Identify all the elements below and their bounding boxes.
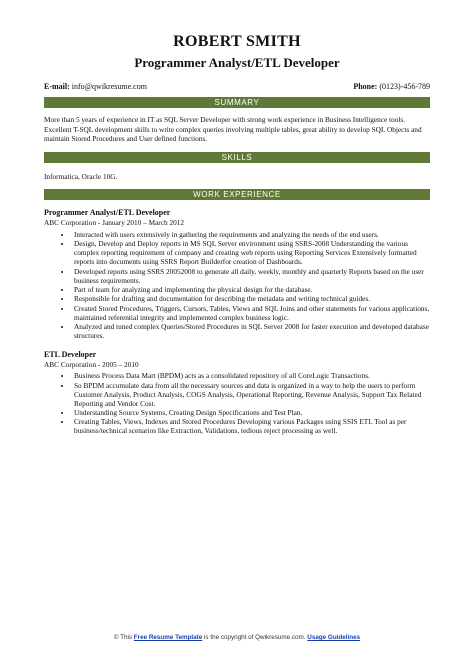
job-bullets <box>44 231 430 341</box>
job-bullet: • So BPDM accumulate data from all the necessary sources and data is organized in a way to help the users to perform Customer Analysis, Product Analysis, COGS Analysis, Operational Reporting, Revenue Analysis, Support Tax Related Reporting and Vendor Cost. <box>72 382 430 409</box>
phone-block <box>353 82 430 92</box>
job-bullet: • Analyzed and tuned complex Queries/Stored Procedures in SQL Server 2008 for faster execution and developed database structures. <box>72 323 430 341</box>
phone-value: (0123)-456-789 <box>379 82 430 91</box>
job-title: ETL Developer <box>44 349 97 359</box>
email-block <box>44 82 147 92</box>
job-meta: ABC Corporation - 2005 – 2010 <box>44 359 139 369</box>
free-resume-template-link[interactable]: Free Resume Template <box>133 634 203 641</box>
footer <box>0 634 474 641</box>
usage-guidelines-link[interactable]: Usage Guidelines <box>307 634 361 641</box>
job-bullets <box>44 372 430 436</box>
job-bullet: • Business Process Data Mart (BPDM) acts as a consolidated repository of all CoreLogic Transactions. <box>72 372 430 381</box>
job-bullet: • Developed reports using SSRS 20052008 to generate all daily, weekly, monthly and quarterly Reports based on the user business requirements. <box>72 268 430 286</box>
experience-heading: WORK EXPERIENCE <box>44 189 430 200</box>
job-title: Programmer Analyst/ETL Developer <box>44 208 171 218</box>
footer-middle-text: is the copyright of Qwikresume.com. <box>204 634 306 641</box>
summary-text: More than 5 years of experience in IT as SQL Server Developer with strong work experience in Business Intelligence tools. Excellent T-SQL development skills to write complex queries involving multiple tables, great ability to develop SQL Objects and maintain Stored Procedures and User defined functions. <box>44 115 422 144</box>
email-label: E-mail: <box>44 82 70 91</box>
job-bullet: • Interacted with users extensively in gathering the requirements and analyzing the needs of the end users. <box>72 231 430 240</box>
contact-line <box>44 82 430 92</box>
job-bullet: • Design, Develop and Deploy reports in MS SQL Server environment using SSRS-2008 Understanding the various complex reporting requirement of company and creating web reports using Reporting Services Extensively formatted reports into documents using SSRS Report Builderfor creation of Dashboards. <box>72 240 430 267</box>
job-bullet: • Created Stored Procedures, Triggers, Cursors, Tables, Views and SQL Joins and other statements for various applications, maintained referential integrity and implemented complex business logic. <box>72 305 430 323</box>
job-entry <box>44 350 430 436</box>
job-bullet: • Understanding Source Systems, Creating Design Specifications and Test Plan. <box>72 409 430 418</box>
candidate-title: Programmer Analyst/ETL Developer <box>134 55 340 70</box>
skills-heading: SKILLS <box>44 152 430 163</box>
job-meta: ABC Corporation - January 2010 – March 2012 <box>44 218 185 228</box>
phone-label: Phone: <box>353 82 378 91</box>
job-bullet: • Part of team for analyzing and implementing the physical design for the database. <box>72 286 430 295</box>
skills-text: Informatica, Oracle 10G. <box>44 171 118 181</box>
footer-copyright: © This <box>113 634 133 641</box>
summary-heading: SUMMARY <box>44 97 430 108</box>
job-bullet: • Responsible for drafting and documentation for describing the metadata and writing technical guides. <box>72 295 430 304</box>
job-entry <box>44 208 430 340</box>
job-bullet: • Creating Tables, Views, Indexes and Stored Procedures Developing various Packages using SSIS ETL Tool as per business/technical scenarios like Extraction, Validations, tedious reject processing as well. <box>72 418 430 436</box>
candidate-name: ROBERT SMITH <box>173 33 301 50</box>
email-value[interactable]: info@qwikresume.com <box>71 82 147 91</box>
